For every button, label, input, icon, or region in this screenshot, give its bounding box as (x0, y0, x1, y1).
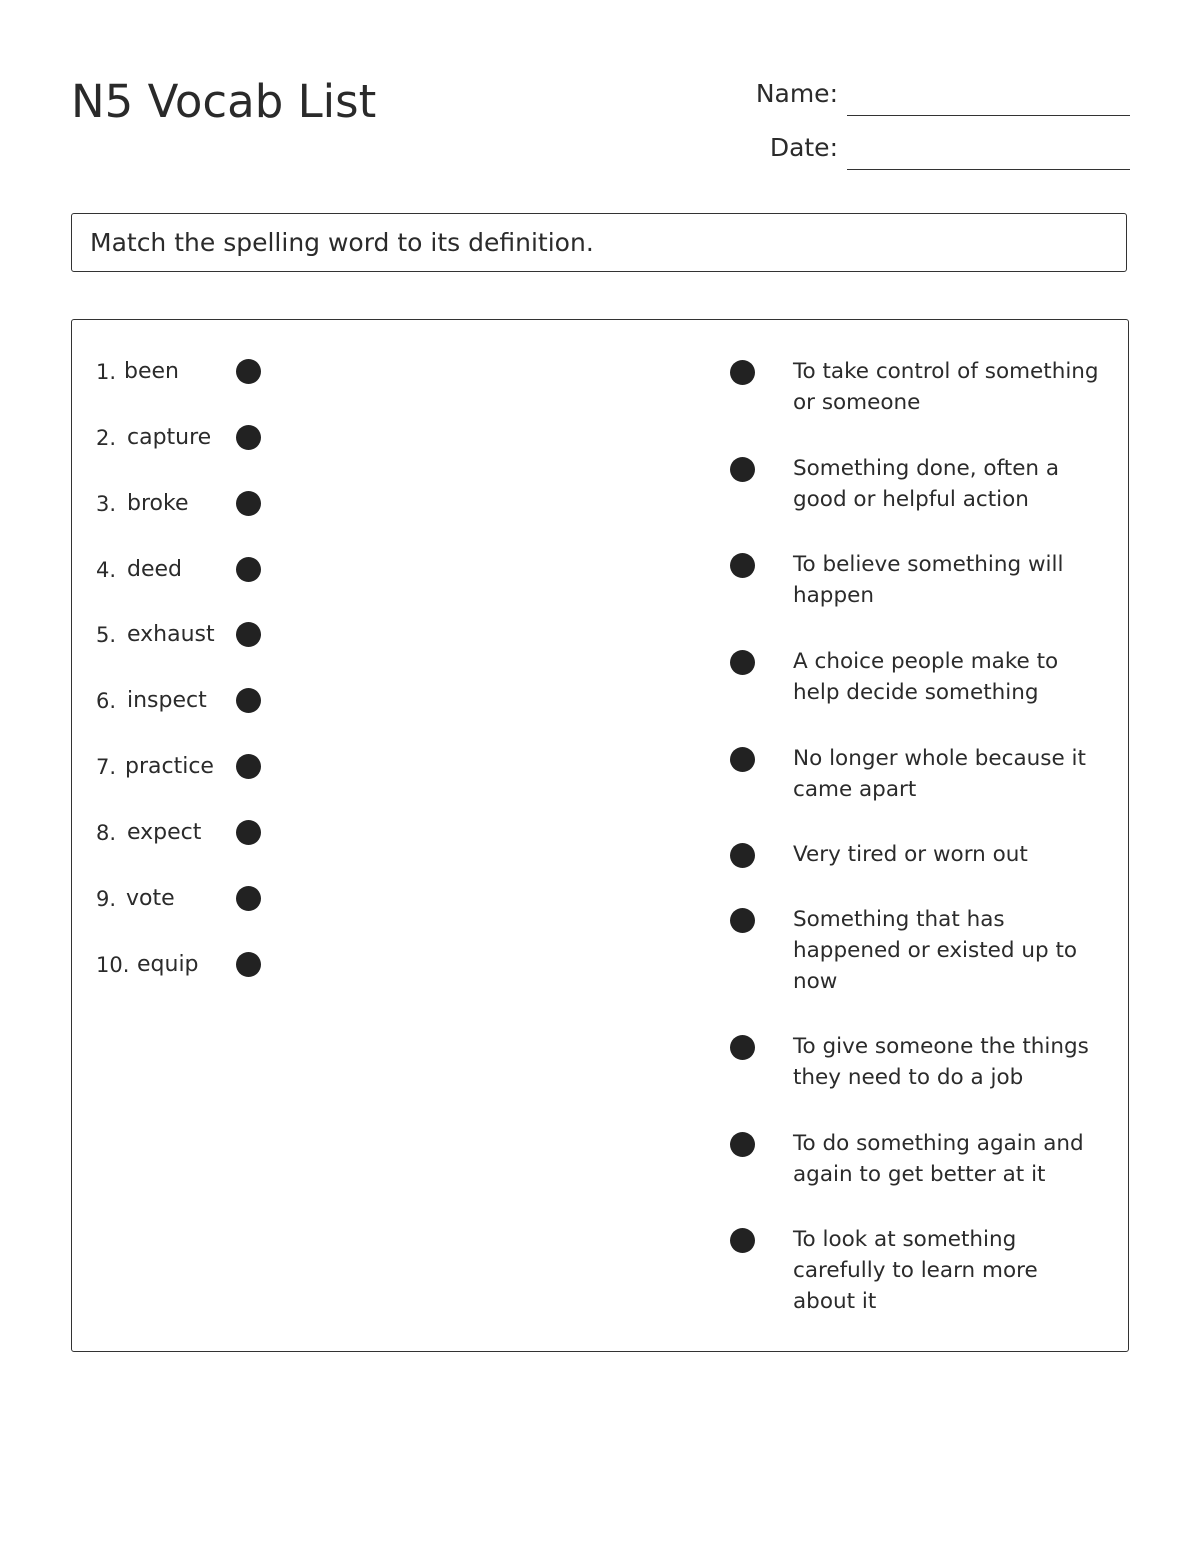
word-match-dot[interactable] (236, 491, 261, 516)
word-text: deed (127, 557, 182, 582)
word-number: 7. (96, 755, 117, 779)
word-text: capture (127, 425, 212, 450)
word-number: 8. (96, 821, 117, 845)
word-number: 2. (96, 426, 117, 450)
word-number: 6. (96, 689, 117, 713)
word-item (96, 423, 266, 453)
word-match-dot[interactable] (236, 622, 261, 647)
definition-text: To look at something carefully to learn more about it (793, 1227, 1038, 1314)
word-item (96, 884, 266, 914)
name-label: Name: (755, 79, 838, 108)
word-item (96, 489, 266, 519)
page-title: N5 Vocab List (71, 75, 377, 128)
definition-match-dot[interactable] (730, 553, 755, 578)
definition-text: A choice people make to help decide something (793, 649, 1059, 705)
word-text: been (124, 359, 179, 384)
word-number: 5. (96, 623, 117, 647)
word-number: 10. (96, 953, 130, 977)
definition-match-dot[interactable] (730, 360, 755, 385)
definition-text: To take control of something or someone (793, 359, 1099, 415)
definition-match-dot[interactable] (730, 650, 755, 675)
date-label: Date: (769, 133, 838, 162)
word-match-dot[interactable] (236, 754, 261, 779)
name-field (700, 76, 1130, 116)
word-text: expect (127, 820, 202, 845)
definition-match-dot[interactable] (730, 747, 755, 772)
word-number: 1. (96, 360, 117, 384)
word-item (96, 818, 266, 848)
definition-match-dot[interactable] (730, 1132, 755, 1157)
word-text: exhaust (127, 622, 215, 647)
word-item (96, 950, 266, 980)
word-match-dot[interactable] (236, 688, 261, 713)
definition-match-dot[interactable] (730, 908, 755, 933)
instructions-box (71, 213, 1127, 272)
word-item (96, 620, 266, 650)
word-item (96, 555, 266, 585)
date-write-line[interactable] (847, 169, 1130, 170)
name-write-line[interactable] (847, 115, 1130, 116)
definition-text: To do something again and again to get better at it (793, 1131, 1084, 1187)
definition-text: To believe something will happen (793, 552, 1064, 608)
definition-match-dot[interactable] (730, 1228, 755, 1253)
word-match-dot[interactable] (236, 952, 261, 977)
word-match-dot[interactable] (236, 557, 261, 582)
definition-match-dot[interactable] (730, 457, 755, 482)
word-text: broke (127, 491, 189, 516)
word-match-dot[interactable] (236, 886, 261, 911)
definition-text: Something that has happened or existed up to now (793, 907, 1078, 994)
word-number: 9. (96, 887, 117, 911)
definition-text: No longer whole because it came apart (793, 746, 1086, 802)
definition-match-dot[interactable] (730, 843, 755, 868)
definition-match-dot[interactable] (730, 1035, 755, 1060)
definition-text: Very tired or worn out (793, 842, 1028, 867)
instructions-text: Match the spelling word to its definition. (90, 228, 594, 257)
word-item (96, 357, 266, 387)
word-item (96, 752, 266, 782)
word-match-dot[interactable] (236, 820, 261, 845)
word-text: inspect (127, 688, 207, 713)
word-match-dot[interactable] (236, 425, 261, 450)
word-number: 3. (96, 492, 117, 516)
word-number: 4. (96, 558, 117, 582)
date-field (700, 130, 1130, 170)
word-match-dot[interactable] (236, 359, 261, 384)
definition-text: Something done, often a good or helpful action (793, 456, 1060, 512)
word-item (96, 686, 266, 716)
definition-text: To give someone the things they need to do a job (793, 1034, 1089, 1090)
word-text: practice (125, 754, 214, 779)
word-text: vote (126, 886, 175, 911)
word-text: equip (137, 952, 199, 977)
